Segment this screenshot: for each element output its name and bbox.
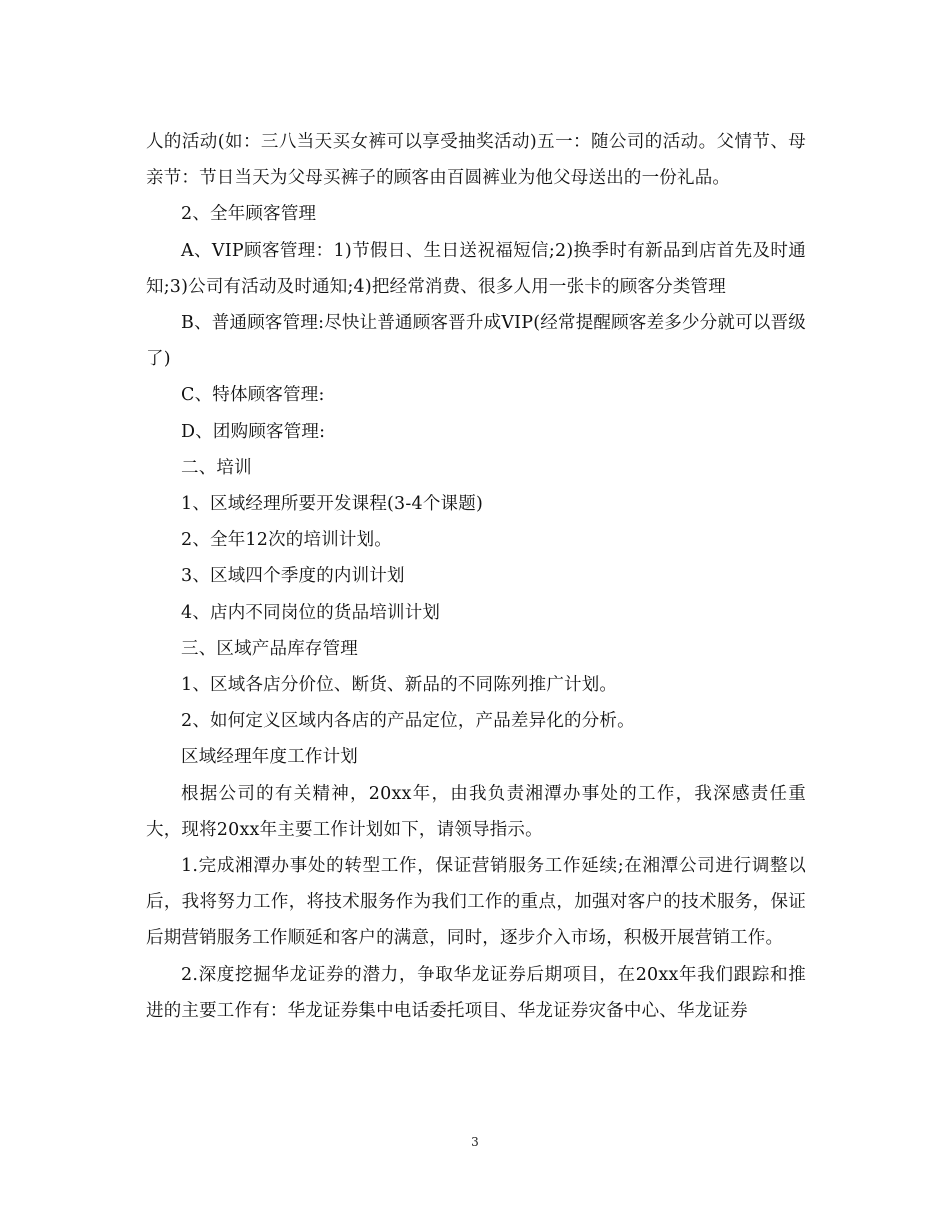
paragraph: C、特体顾客管理: — [181, 385, 325, 406]
document-body — [146, 124, 806, 1029]
paragraph: 根据公司的有关精神，20xx年，由我负责湘潭办事处的工作，我深感责任重大，现将20xx年主要工作计划如下，请领导指示。 — [146, 783, 806, 840]
paragraph: 2.深度挖掘华龙证券的潜力，争取华龙证券后期项目，在20xx年我们跟踪和推进的主要工作有：华龙证券集中电话委托项目、华龙证券灾备中心、华龙证券 — [146, 964, 806, 1021]
paragraph: 3、区域四个季度的内训计划 — [181, 566, 405, 587]
paragraph: 2、全年顾客管理 — [181, 204, 317, 225]
paragraph: 1.完成湘潭办事处的转型工作，保证营销服务工作延续;在湘潭公司进行调整以后，我将努力工作，将技术服务作为我们工作的重点，加强对客户的技术服务，保证后期营销服务工作顺延和客户的满意，同时，逐步介入市场，积极开展营销工作。 — [146, 856, 806, 949]
paragraph: 2、全年12次的培训计划。 — [181, 530, 393, 551]
paragraph: 4、店内不同岗位的货品培训计划 — [181, 602, 441, 623]
section-heading: 三、区域产品库存管理 — [181, 638, 358, 659]
paragraph: 1、区域经理所要开发课程(3-4个课题) — [181, 494, 483, 515]
paragraph: 人的活动(如：三八当天买女裤可以享受抽奖活动)五一：随公司的活动。父情节、母亲节：节日当天为父母买裤子的顾客由百圆裤业为他父母送出的一份礼品。 — [146, 132, 806, 189]
paragraph: 2、如何定义区域内各店的产品定位，产品差异化的分析。 — [181, 711, 635, 732]
paragraph: A、VIP顾客管理：1)节假日、生日送祝福短信;2)换季时有新品到店首先及时通知;3)公司有活动及时通知;4)把经常消费、很多人用一张卡的顾客分类管理 — [146, 240, 806, 297]
paragraph: D、团购顾客管理: — [181, 421, 326, 442]
paragraph: 1、区域各店分价位、断货、新品的不同陈列推广计划。 — [181, 675, 618, 696]
document-title: 区域经理年度工作计划 — [181, 747, 358, 768]
paragraph: B、普通顾客管理:尽快让普通顾客晋升成VIP(经常提醒顾客差多少分就可以晋级了) — [146, 313, 806, 370]
page-number: 3 — [471, 1135, 479, 1149]
section-heading: 二、培训 — [181, 457, 252, 478]
